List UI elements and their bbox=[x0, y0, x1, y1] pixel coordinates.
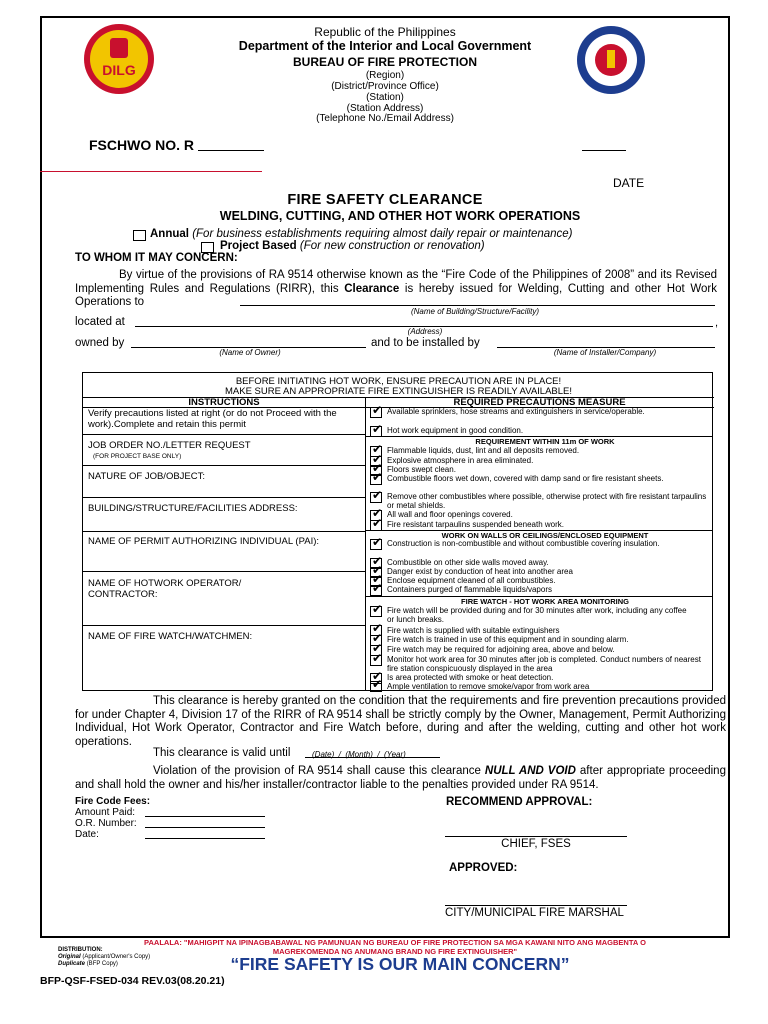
col-required-header: REQUIRED PRECAUTIONS MEASURE bbox=[453, 397, 626, 408]
col-instructions-header: INSTRUCTIONS bbox=[188, 397, 260, 408]
checkbox-general-1[interactable] bbox=[370, 407, 382, 418]
fees-date-label: Date: bbox=[75, 829, 99, 840]
building-caption: (Name of Building/Structure/Facility) bbox=[410, 307, 540, 316]
table-banner-1: BEFORE INITIATING HOT WORK, ENSURE PRECAUTION ARE IN PLACE! bbox=[235, 376, 562, 387]
marshal-title: CITY/MUNICIPAL FIRE MARSHAL bbox=[445, 907, 624, 919]
region-text: (Region) bbox=[365, 70, 405, 81]
clearance-paragraph: This clearance is hereby granted on the condition that the requirements and fire prevention precautions provided for under Chapter 4, Division 17 of the RIRR of RA 9514 shall be strictly comply by the Owner, Management, Permit Authorizing Individual, Hot Work Operator, Contractor and Fire Watch before, during and after the welding, cutting and other hot work operations. bbox=[75, 695, 726, 748]
within-11m-item-4: Combustible floors wet down, covered with damp sand or fire resistant sheets. bbox=[387, 474, 664, 483]
project-based-note: (For new construction or renovation) bbox=[299, 240, 485, 252]
chief-signature-line[interactable] bbox=[445, 836, 627, 837]
checkbox-watch-1[interactable] bbox=[370, 606, 382, 617]
station-text: (Station) bbox=[366, 92, 404, 103]
section-walls-heading: WORK ON WALLS OR CEILINGS/ENCLOSED EQUIPMENT bbox=[441, 531, 649, 540]
telephone-text: (Telephone No./Email Address) bbox=[316, 113, 454, 124]
recommend-approval-label: RECOMMEND APPROVAL: bbox=[446, 796, 593, 808]
instruction-pai: NAME OF PERMIT AUTHORIZING INDIVIDUAL (PAI): bbox=[88, 536, 320, 547]
slogan: “FIRE SAFETY IS OUR MAIN CONCERN” bbox=[230, 954, 570, 974]
salutation: TO WHOM IT MAY CONCERN: bbox=[75, 252, 238, 264]
checkbox-watch-5[interactable] bbox=[370, 655, 382, 666]
walls-item-5: Containers purged of flammable liquids/vapors bbox=[387, 585, 552, 594]
distribution-duplicate: Duplicate (BFP Copy) bbox=[58, 961, 118, 967]
owner-caption: (Name of Owner) bbox=[219, 348, 281, 357]
within-11m-item-7: Fire resistant tarpaulins suspended beneath work. bbox=[387, 520, 564, 529]
station-address-text: (Station Address) bbox=[346, 103, 424, 114]
document-subtitle: WELDING, CUTTING, AND OTHER HOT WORK OPERATIONS bbox=[219, 209, 581, 223]
within-11m-item-5: Remove other combustibles where possible, otherwise protect with fire resistant tarpaulins or metal shields. bbox=[387, 492, 707, 510]
violation-paragraph: Violation of the provision of RA 9514 shall cause this clearance NULL AND VOID after appropriate proceeding and shall hold the owner and his/her installer/contractor liable to the penalties provided under RA 9514. bbox=[75, 765, 726, 791]
building-name-field[interactable] bbox=[240, 305, 715, 306]
or-number-label: O.R. Number: bbox=[75, 818, 137, 829]
general-item-1: Available sprinklers, hose streams and extinguishers in service/operable. bbox=[387, 407, 645, 416]
within-11m-item-6: All wall and floor openings covered. bbox=[387, 510, 513, 519]
republic-text: Republic of the Philippines bbox=[314, 25, 456, 39]
within-11m-item-2: Explosive atmosphere in area eliminated. bbox=[387, 456, 534, 465]
approved-label: APPROVED: bbox=[449, 862, 518, 874]
form-number-label: FSCHWO NO. R bbox=[89, 137, 194, 153]
annual-note: (For business establishments requiring almost daily repair or maintenance) bbox=[192, 228, 573, 240]
amount-paid-label: Amount Paid: bbox=[75, 807, 136, 818]
distribution-original: Original (Applicant/Owner's Copy) bbox=[58, 954, 151, 960]
project-based-label: Project Based bbox=[220, 240, 297, 252]
annual-label: Annual bbox=[150, 228, 189, 240]
intro-paragraph: By virtue of the provisions of RA 9514 otherwise known as the “Fire Code of the Philippines of 2008” and its Revised Implementing Rules and Regulations (RIRR), this Clearance is hereby issued for Welding, Cutting and other Hot Work Operations to bbox=[75, 269, 717, 308]
within-11m-item-3: Floors swept clean. bbox=[387, 465, 456, 474]
installed-by-label: and to be installed by bbox=[371, 337, 480, 349]
annual-checkbox[interactable] bbox=[133, 230, 146, 241]
located-at-label: located at bbox=[75, 316, 125, 328]
checkbox-walls-5[interactable] bbox=[370, 585, 382, 596]
section-11m-heading: REQUIREMENT WITHIN 11m OF WORK bbox=[475, 437, 615, 446]
installer-caption: (Name of Installer/Company) bbox=[553, 348, 657, 357]
instruction-building-address: BUILDING/STRUCTURE/FACILITIES ADDRESS: bbox=[88, 503, 298, 514]
instruction-nature-of-job: NATURE OF JOB/OBJECT: bbox=[88, 471, 206, 482]
document-title: FIRE SAFETY CLEARANCE bbox=[287, 192, 483, 208]
fees-title: Fire Code Fees: bbox=[75, 796, 151, 807]
chief-title: CHIEF, FSES bbox=[501, 838, 571, 850]
instruction-operator: NAME OF HOTWORK OPERATOR/ CONTRACTOR: bbox=[88, 578, 242, 600]
walls-item-2: Combustible on other side walls moved away. bbox=[387, 558, 549, 567]
amount-paid-field[interactable] bbox=[145, 816, 265, 817]
department-text: Department of the Interior and Local Government bbox=[238, 39, 532, 53]
watch-item-1: Fire watch will be provided during and for 30 minutes after work, including any coffee or lunch breaks. bbox=[387, 606, 687, 624]
checkbox-watch-7[interactable] bbox=[370, 681, 382, 692]
date-field[interactable] bbox=[582, 150, 626, 151]
walls-item-3: Danger exist by conduction of heat into another area bbox=[387, 567, 573, 576]
red-underline bbox=[40, 171, 262, 172]
watch-item-7: Ample ventilation to remove smoke/vapor from work area bbox=[387, 682, 590, 691]
watch-item-5: Monitor hot work area for 30 minutes after job is completed. Conduct numbers of nearest fire station conspicuously displayed in the area bbox=[387, 655, 701, 673]
form-code: BFP-QSF-FSED-034 REV.03(08.20.21) bbox=[40, 975, 225, 987]
watch-item-2: Fire watch is supplied with suitable extinguishers bbox=[387, 626, 560, 635]
walls-item-4: Enclose equipment cleaned of all combustibles. bbox=[387, 576, 556, 585]
general-item-2: Hot work equipment in good condition. bbox=[387, 426, 524, 435]
watch-item-3: Fire watch is trained in use of this equipment and in sounding alarm. bbox=[387, 635, 629, 644]
walls-item-1: Construction is non-combustible and without combustible covering insulation. bbox=[387, 539, 660, 548]
bureau-text: BUREAU OF FIRE PROTECTION bbox=[292, 55, 477, 69]
address-caption: (Address) bbox=[407, 327, 443, 336]
instruction-verify: Verify precautions listed at right (or do not Proceed with the work).Complete and retain this permit bbox=[88, 408, 337, 430]
section-watch-heading: FIRE WATCH - HOT WORK AREA MONITORING bbox=[461, 597, 629, 606]
instruction-fire-watch: NAME OF FIRE WATCH/WATCHMEN: bbox=[88, 631, 253, 642]
dilg-seal-text: DILG bbox=[102, 62, 136, 78]
instruction-job-order: JOB ORDER NO./LETTER REQUEST bbox=[88, 440, 251, 451]
checkbox-walls-1[interactable] bbox=[370, 539, 382, 550]
fees-date-field[interactable] bbox=[145, 838, 265, 839]
dilg-seal-logo bbox=[84, 24, 154, 94]
date-label: DATE bbox=[613, 176, 645, 190]
form-number-field[interactable] bbox=[198, 150, 264, 151]
marshal-signature-line[interactable] bbox=[445, 905, 627, 906]
within-11m-item-1: Flammable liquids, dust, lint and all deposits removed. bbox=[387, 446, 580, 455]
watch-item-4: Fire watch may be required for adjoining area, above and below. bbox=[387, 645, 615, 654]
paalala-notice: PAALALA: "MAHIGPIT NA IPINAGBABAWAL NG PAMUNUAN NG BUREAU OF FIRE PROTECTION SA MGA KAWANI NITO ANG MAGBENTA O MAGREKOMENDA NG ANUMANG BRAND NG FIRE EXTINGUISHER" bbox=[144, 938, 646, 956]
valid-until-value: (Date) / (Month) / (Year) bbox=[312, 750, 406, 759]
owned-by-label: owned by bbox=[75, 337, 125, 349]
watch-item-6: Is area protected with smoke or heat detection. bbox=[387, 673, 554, 682]
table-banner-2: MAKE SURE AN APPROPRIATE FIRE EXTINGUISHER IS READILY AVAILABLE! bbox=[224, 386, 573, 397]
valid-until-label: This clearance is valid until bbox=[153, 747, 291, 759]
or-number-field[interactable] bbox=[145, 827, 265, 828]
checkbox-11m-4[interactable] bbox=[370, 474, 382, 485]
checkbox-11m-5[interactable] bbox=[370, 492, 382, 503]
district-text: (District/Province Office) bbox=[331, 81, 439, 92]
distribution-title: DISTRIBUTION: bbox=[58, 947, 103, 953]
instruction-project-base: (FOR PROJECT BASE ONLY) bbox=[93, 453, 182, 460]
bfp-seal-logo bbox=[577, 26, 645, 94]
